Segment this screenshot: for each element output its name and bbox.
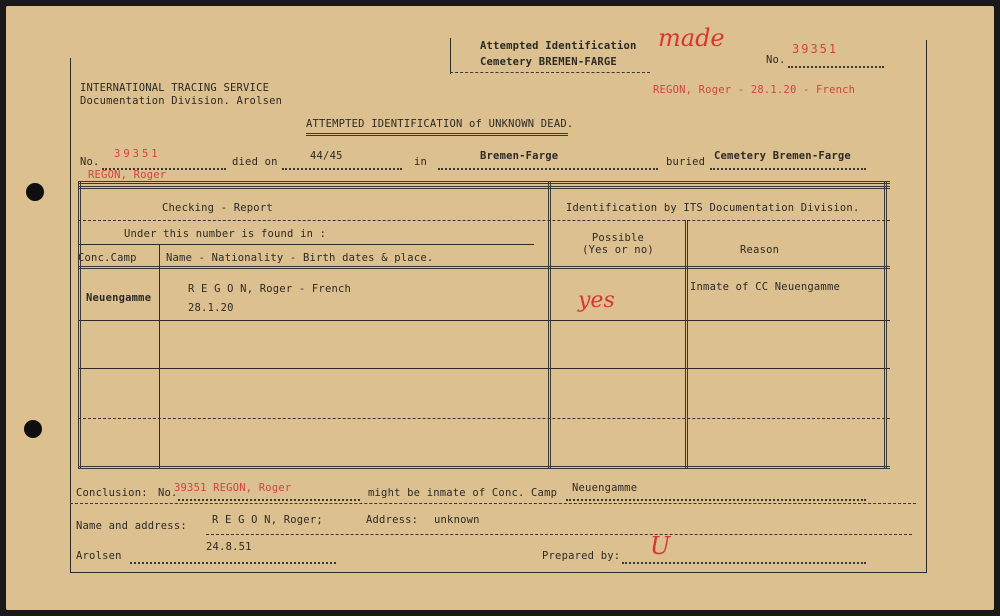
row-divider-1	[78, 320, 890, 321]
dots	[282, 168, 402, 170]
issuer-line2: Documentation Division. Arolsen	[80, 95, 283, 107]
row-camp: Neuengamme	[86, 292, 152, 304]
col-reason-header: Reason	[740, 244, 780, 256]
in-value: Bremen-Farge	[480, 150, 559, 162]
dots	[566, 499, 866, 501]
col-name-header: Name - Nationality - Birth dates & place.	[166, 252, 434, 264]
punch-hole-top	[26, 183, 44, 201]
frame-right	[926, 40, 927, 573]
dots	[438, 168, 658, 170]
subject-line: REGON, Roger - 28.1.20 - French	[653, 84, 856, 96]
col-mid-divider	[548, 181, 551, 469]
handwritten-made: made	[658, 24, 725, 52]
document-title: ATTEMPTED IDENTIFICATION of UNKNOWN DEAD.	[306, 118, 574, 130]
record-no-label: No.	[80, 156, 100, 168]
frame-left	[70, 58, 71, 573]
header-box-bottom	[450, 72, 650, 73]
row-possible-handwritten: yes	[578, 288, 615, 313]
table-top	[78, 181, 890, 184]
conclusion-mid-text: might be inmate of Conc. Camp	[368, 487, 558, 499]
footer-place: Arolsen	[76, 550, 122, 562]
buried-value: Cemetery Bremen-Farge	[714, 150, 851, 162]
conclusion-no-label: No.	[158, 487, 178, 499]
frame-bottom	[70, 572, 927, 573]
sub-header: Under this number is found in :	[124, 228, 327, 240]
name-address-name: R E G O N, Roger;	[212, 514, 323, 526]
header-line2: Cemetery BREMEN-FARGE	[480, 56, 617, 68]
table-left	[78, 181, 81, 469]
document-card	[6, 6, 994, 610]
died-value: 44/45	[310, 150, 343, 162]
prepared-initial: U	[650, 532, 671, 560]
col-possible-header: Possible (Yes or no)	[582, 232, 654, 256]
name-address-label: Name and address:	[76, 520, 187, 532]
row-divider-3	[78, 418, 890, 419]
conclusion-divider	[70, 503, 916, 504]
right-header: Identification by ITS Documentation Division.	[566, 202, 860, 214]
header-line1: Attempted Identification	[480, 40, 637, 52]
address-label: Address:	[366, 514, 419, 526]
table-header-divider	[78, 220, 890, 221]
conclusion-camp: Neuengamme	[572, 482, 638, 494]
col-camp-divider	[159, 244, 160, 468]
header-no-dots	[788, 66, 884, 68]
dots	[710, 168, 866, 170]
left-header: Checking - Report	[162, 202, 273, 214]
footer-date: 24.8.51	[206, 541, 252, 553]
conclusion-no-value: 39351 REGON, Roger	[174, 482, 292, 494]
dots	[622, 562, 866, 564]
title-underline	[306, 133, 568, 136]
table-top-2	[78, 186, 890, 189]
header-no-value: 39351	[792, 42, 839, 56]
died-label: died on	[232, 156, 278, 168]
buried-label: buried	[666, 156, 706, 168]
dots	[130, 562, 336, 564]
in-label: in	[414, 156, 428, 168]
record-name-red: REGON, Roger	[88, 169, 167, 181]
address-value: unknown	[434, 514, 480, 526]
record-no-value: 39351	[114, 148, 161, 160]
prepared-label: Prepared by:	[542, 550, 621, 562]
row-name: R E G O N, Roger - French	[188, 283, 352, 295]
row-divider-2	[78, 368, 890, 369]
subheader-divider	[78, 244, 534, 245]
colhead-divider	[78, 266, 890, 269]
row-birth: 28.1.20	[188, 302, 234, 314]
issuer-line1: INTERNATIONAL TRACING SERVICE	[80, 82, 270, 94]
col-reason-divider	[685, 220, 688, 469]
table-bottom	[78, 466, 890, 469]
row-reason: Inmate of CC Neuengamme	[690, 281, 840, 293]
dots	[178, 499, 360, 501]
table-right	[884, 181, 887, 469]
punch-hole-bottom	[24, 420, 42, 438]
conclusion-label: Conclusion:	[76, 487, 148, 499]
header-no-label: No.	[766, 54, 786, 66]
name-address-underline	[206, 534, 912, 535]
col-camp-header: Conc.Camp	[78, 252, 137, 264]
header-box-left	[450, 38, 451, 74]
